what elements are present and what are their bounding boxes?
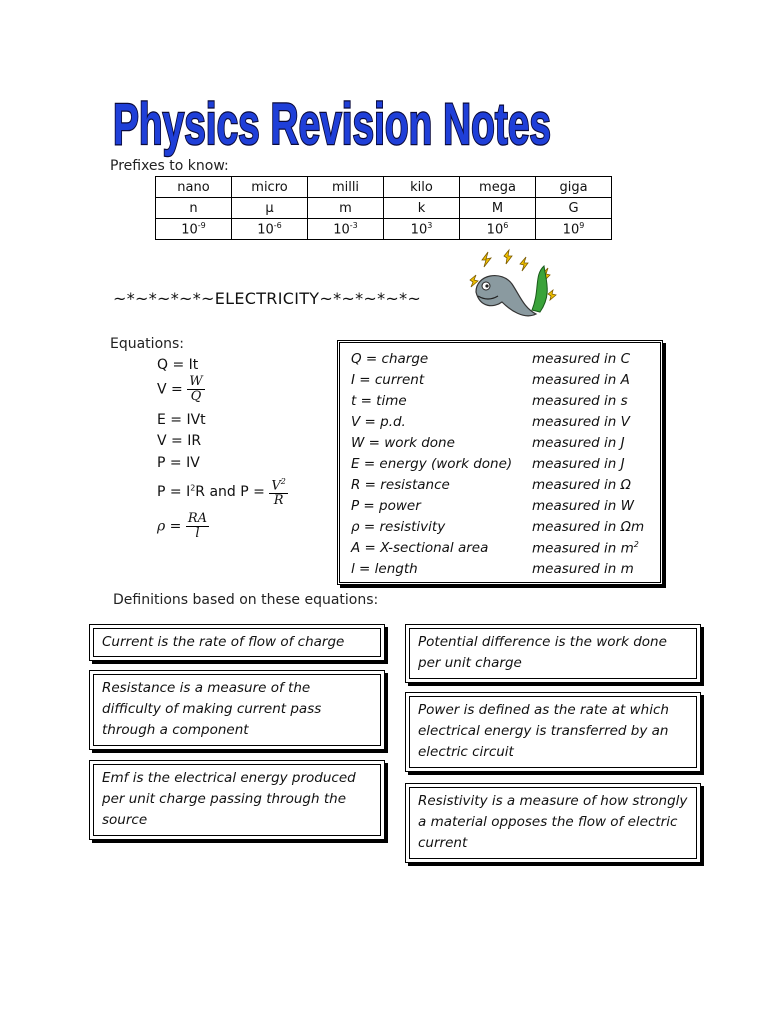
electricity-heading: ~*~*~*~*~ELECTRICITY~*~*~*~*~ (113, 289, 422, 308)
prefix-name-cell: giga (536, 177, 612, 198)
prefix-symbol-cell: k (384, 198, 460, 219)
unit-row: Q = charge measured in C (351, 351, 631, 367)
unit-row: W = work done measured in J (351, 435, 625, 451)
equation-ohms-law: V = IR (157, 433, 202, 449)
quantities-units-box (337, 340, 663, 585)
prefix-name-cell: nano (156, 177, 232, 198)
definition-box-potential-difference (405, 624, 701, 683)
prefix-power-cell: $10^{-9}$ (156, 219, 232, 240)
svg-text:Physics Revision Notes: Physics Revision Notes (113, 92, 551, 157)
prefix-name-cell: micro (232, 177, 308, 198)
definition-box-resistivity (405, 783, 701, 863)
definition-box-power (405, 692, 701, 772)
equation-voltage: V = $\frac{W}{Q}$ (157, 374, 203, 404)
unit-row: ρ = resistivity measured in Ωm (351, 519, 645, 535)
prefix-symbol-cell: M (460, 198, 536, 219)
prefix-power-cell: $10^{-3}$ (308, 219, 384, 240)
prefix-power-cell: $10^{-6}$ (232, 219, 308, 240)
prefix-name-cell: kilo (384, 177, 460, 198)
prefix-names-row (156, 177, 612, 198)
definition-box-resistance (89, 670, 385, 750)
equation-charge: Q = It (157, 357, 199, 373)
definition-text: Resistivity is a measure of how strongly a material opposes the flow of electric current (409, 787, 697, 859)
unit-row: P = power measured in W (351, 498, 634, 514)
equation-power-alt: $P = I^2R$ and P = $\frac{V^2}{R}$ (157, 477, 286, 509)
definitions-label: Definitions based on these equations: (113, 592, 379, 608)
unit-row: I = current measured in A (351, 372, 630, 388)
definition-box-current (89, 624, 385, 661)
prefix-symbol-cell: μ (232, 198, 308, 219)
prefix-power-cell: $10^3$ (384, 219, 460, 240)
unit-row: l = length measured in m (351, 561, 634, 577)
unit-row: V = p.d. measured in V (351, 414, 630, 430)
prefix-name-cell: mega (460, 177, 536, 198)
page-title (110, 84, 560, 156)
prefix-powers-row (156, 219, 612, 240)
unit-row: E = energy (work done) measured in J (351, 456, 625, 472)
prefix-symbols-row (156, 198, 612, 219)
fraction: $\frac{RA}{l}$ (187, 511, 208, 541)
prefix-symbol-cell: G (536, 198, 612, 219)
definition-text: Current is the rate of flow of charge (93, 628, 381, 657)
unit-row: R = resistance measured in Ω (351, 477, 631, 493)
equation-energy: E = IVt (157, 412, 206, 428)
equation-resistivity: ρ = $\frac{RA}{l}$ (157, 511, 208, 541)
prefix-power-cell: $10^6$ (460, 219, 536, 240)
definition-text: Resistance is a measure of the difficulty of making current pass through a component (93, 674, 381, 746)
prefix-symbol-cell: n (156, 198, 232, 219)
definition-text: Potential difference is the work done per unit charge (409, 628, 697, 679)
leaf-shape (532, 266, 547, 312)
equation-power: P = IV (157, 455, 200, 471)
prefixes-table (155, 176, 612, 240)
definition-text: Emf is the electrical energy produced per unit charge passing through the source (93, 764, 381, 836)
equations-label: Equations: (110, 336, 185, 352)
prefix-symbol-cell: m (308, 198, 384, 219)
prefix-power-cell: $10^9$ (536, 219, 612, 240)
fraction: $\frac{V^2}{R}$ (271, 477, 286, 509)
prefixes-label: Prefixes to know: (110, 158, 229, 174)
fraction: $\frac{W}{Q}$ (189, 374, 203, 404)
eel-pupil-shape (485, 284, 488, 287)
definition-text: Power is defined as the rate at which electrical energy is transferred by an electric circuit (409, 696, 697, 768)
unit-row: A = X-sectional area measured in $m^2$ (351, 540, 639, 557)
unit-row: t = time measured in s (351, 393, 628, 409)
prefix-name-cell: milli (308, 177, 384, 198)
electric-eel-illustration (462, 250, 558, 328)
definition-box-emf (89, 760, 385, 840)
